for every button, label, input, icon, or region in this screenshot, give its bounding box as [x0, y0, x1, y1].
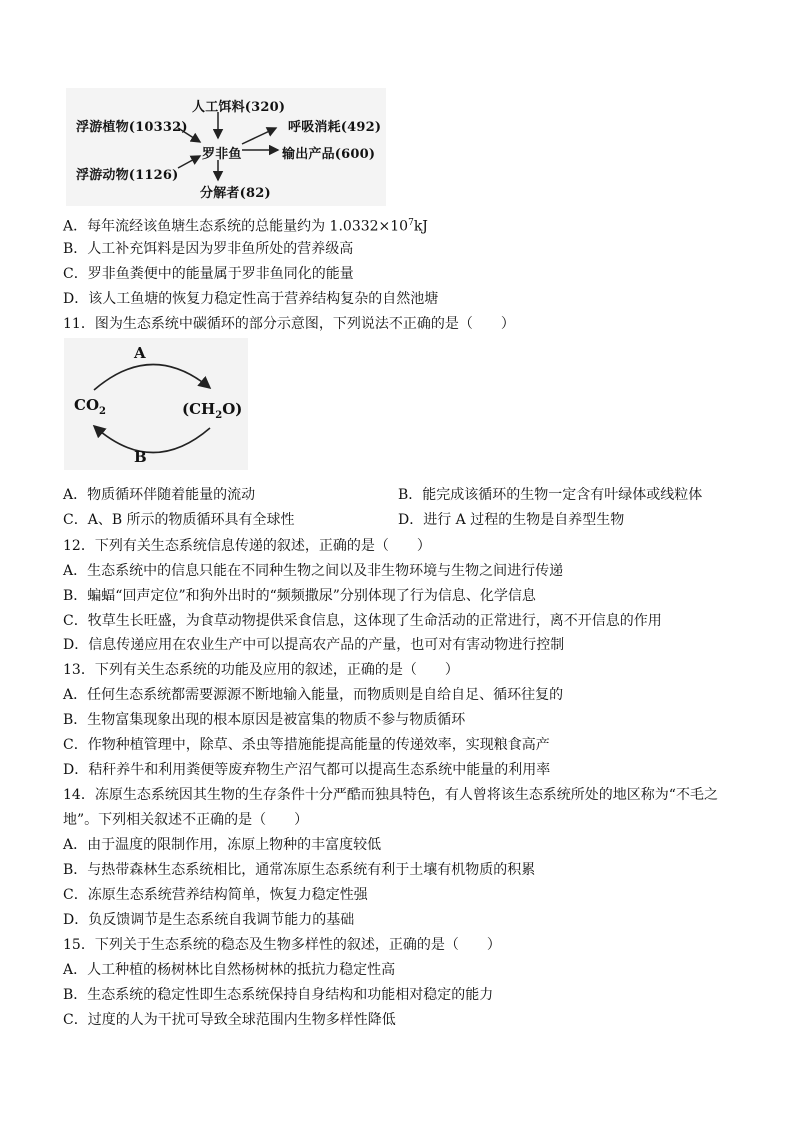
q12-stem: 12．下列有关生态系统信息传递的叙述，正确的是（ ） [63, 538, 431, 554]
q10-option-c: C．罗非鱼粪便中的能量属于罗非鱼同化的能量 [63, 266, 354, 282]
arrow-a-co2-to-ch2o [94, 364, 210, 390]
arrow-a-label: A [134, 344, 146, 362]
q13-option-a: A．任何生态系统都需要源源不断地输入能量，而物质则是自给自足、循环往复的 [63, 687, 564, 703]
q11-option-c: C．A、B 所示的物质循环具有全球性 [63, 512, 295, 528]
q14-option-a: A．由于温度的限制作用，冻原上物种的丰富度较低 [63, 837, 382, 853]
q12-option-d: D．信息传递应用在农业生产中可以提高农产品的产量，也可对有害动物进行控制 [63, 637, 565, 653]
q14-option-b: B．与热带森林生态系统相比，通常冻原生态系统有利于土壤有机物质的积累 [63, 862, 536, 878]
q14-option-d: D．负反馈调节是生态系统自我调节能力的基础 [63, 912, 355, 928]
q13-option-c: C．作物种植管理中，除草、杀虫等措施能提高能量的传递效率，实现粮食高产 [63, 737, 550, 753]
q14-option-c: C．冻原生态系统营养结构简单，恢复力稳定性强 [63, 887, 368, 903]
ch2o-label: $(CH_2O)$ [182, 400, 243, 421]
respiration-label: 呼吸消耗(492) [288, 120, 382, 135]
decomposer-label: 分解者(82) [200, 186, 271, 201]
energy-flow-diagram [66, 88, 386, 206]
q11-option-d: D．进行 A 过程的生物是自养型生物 [398, 512, 625, 528]
q14-stem-line1: 14．冻原生态系统因其生物的生存条件十分严酷而独具特色，有人曾将该生态系统所处的地区称为“不毛之 [63, 787, 718, 803]
q15-option-c: C．过度的人为干扰可导致全球范围内生物多样性降低 [63, 1012, 396, 1028]
phytoplankton-label: 浮游植物(10332) [76, 120, 188, 135]
co2-label: $CO_2$ [74, 396, 106, 417]
q13-option-d: D．秸秆养牛和利用粪便等废弃物生产沼气都可以提高生态系统中能量的利用率 [63, 762, 551, 778]
q11-stem: 11．图为生态系统中碳循环的部分示意图，下列说法不正确的是（ ） [63, 316, 515, 332]
q10-option-a: A．每年流经该鱼塘生态系统的总能量约为 $1.0332\times 10^7kJ$ [63, 218, 428, 235]
arrow-zoo-to-fish [178, 156, 200, 168]
q14-stem-line2: 地”。下列相关叙述不正确的是（ ） [63, 812, 309, 828]
q15-option-a: A．人工种植的杨树林比自然杨树林的抵抗力稳定性高 [63, 962, 396, 978]
tilapia-label: 罗非鱼 [202, 147, 242, 162]
carbon-cycle-diagram [64, 338, 248, 470]
q13-stem: 13．下列有关生态系统的功能及应用的叙述，正确的是（ ） [63, 662, 459, 678]
q12-option-b: B．蝙蝠“回声定位”和狗外出时的“频频撒尿”分别体现了行为信息、化学信息 [63, 588, 536, 604]
q15-stem: 15．下列关于生态系统的稳态及生物多样性的叙述，正确的是（ ） [63, 937, 501, 953]
arrow-b-ch2o-to-co2 [94, 426, 210, 453]
q10-option-d: D．该人工鱼塘的恢复力稳定性高于营养结构复杂的自然池塘 [63, 291, 439, 307]
q12-option-c: C．牧草生长旺盛，为食草动物提供采食信息，这体现了生命活动的正常进行，离不开信息的作用 [63, 613, 662, 629]
q15-option-b: B．生态系统的稳定性即生态系统保持自身结构和功能相对稳定的能力 [63, 987, 494, 1003]
arrow-fish-to-respiration [242, 128, 276, 144]
zooplankton-label: 浮游动物(1126) [76, 168, 179, 183]
q13-option-b: B．生物富集现象出现的根本原因是被富集的物质不参与物质循环 [63, 712, 466, 728]
q11-option-b: B．能完成该循环的生物一定含有叶绿体或线粒体 [398, 487, 703, 503]
q10-option-b: B．人工补充饵料是因为罗非鱼所处的营养级高 [63, 241, 354, 257]
artificial-feed-label: 人工饵料(320) [192, 100, 286, 115]
q12-option-a: A．生态系统中的信息只能在不同种生物之间以及非生物环境与生物之间进行传递 [63, 563, 564, 579]
arrow-b-label: B [134, 448, 147, 466]
output-label: 输出产品(600) [282, 147, 376, 162]
q11-option-a: A．物质循环伴随着能量的流动 [63, 487, 256, 503]
